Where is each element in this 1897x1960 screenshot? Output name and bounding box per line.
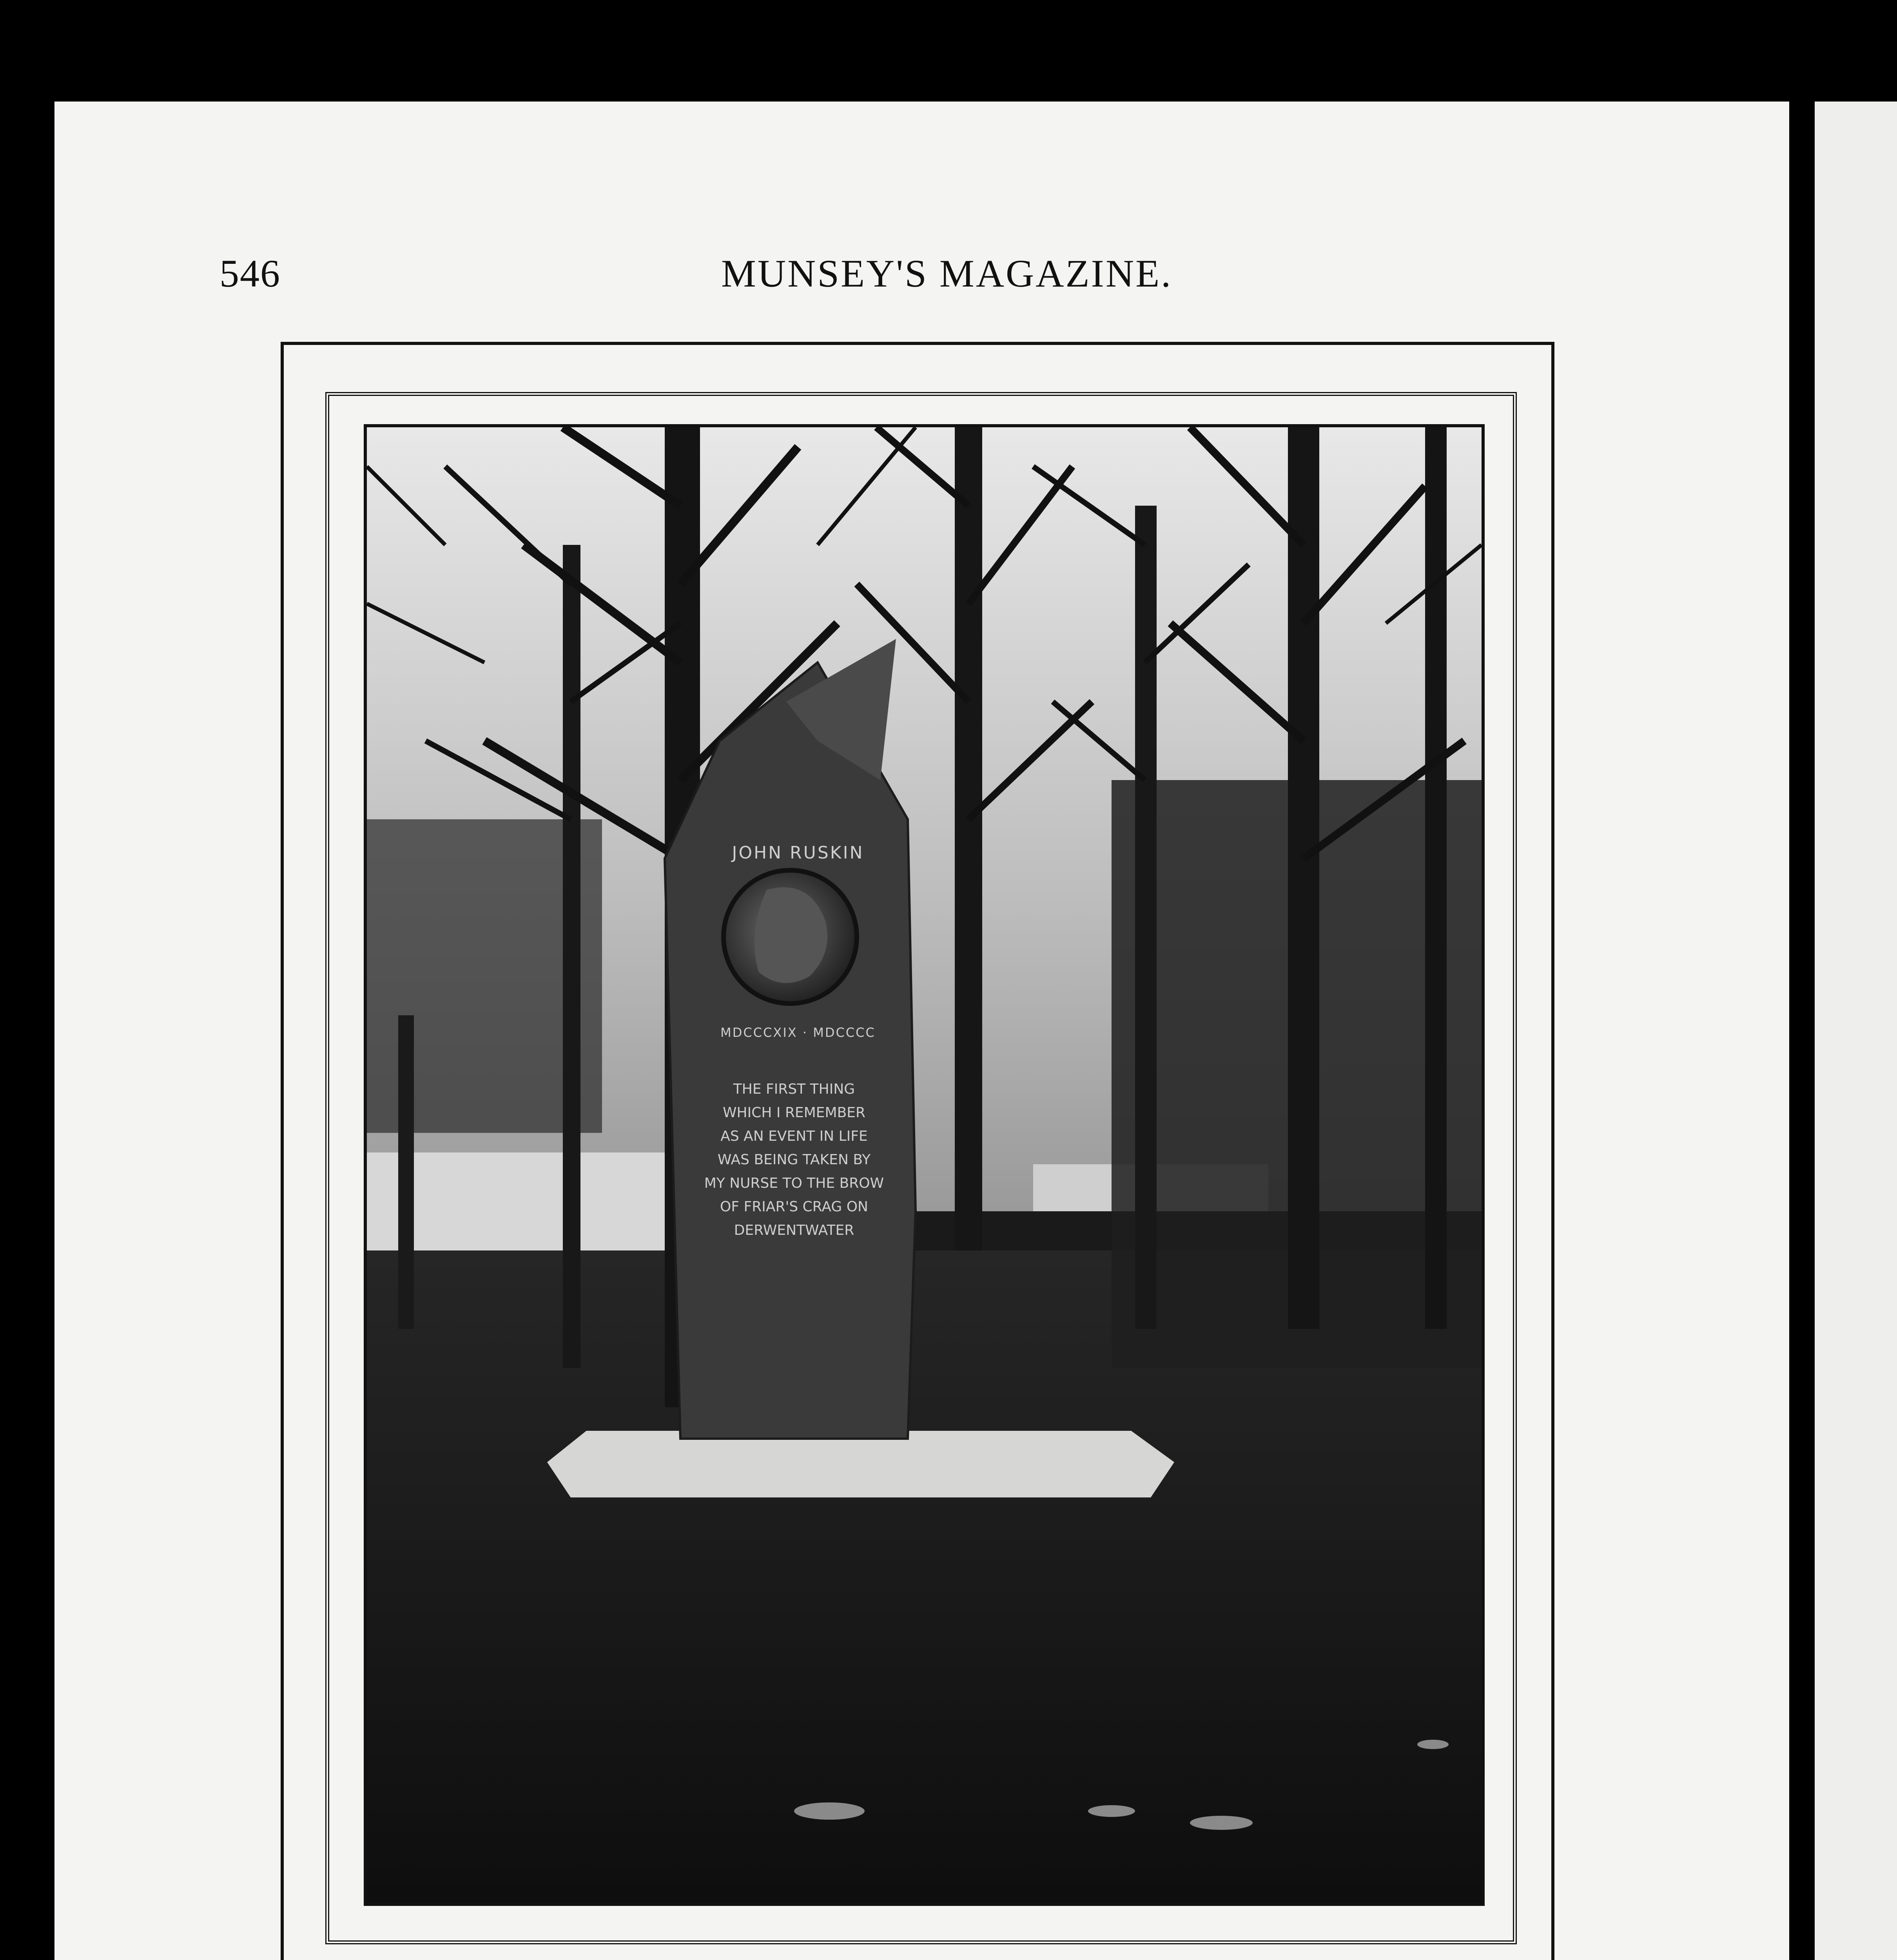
inscription-line: MY NURSE TO THE BROW	[704, 1175, 884, 1191]
inscription-line: AS AN EVENT IN LIFE	[720, 1128, 868, 1144]
memorial-stone	[665, 662, 916, 1439]
memorial-base	[547, 1431, 1174, 1497]
memorial-photo-illustration	[367, 427, 1482, 1903]
page-number: 546	[219, 252, 281, 295]
inscription-line: DERWENTWATER	[734, 1222, 854, 1238]
inscription-line: WAS BEING TAKEN BY	[717, 1152, 871, 1168]
ruskin-memorial-photo	[364, 424, 1485, 1906]
inscription-line: THE FIRST THING	[733, 1081, 855, 1097]
inscription-line: OF FRIAR'S CRAG ON	[720, 1199, 868, 1215]
running-head	[219, 251, 1650, 306]
inscription-name: JOHN RUSKIN	[732, 843, 864, 863]
magazine-title: MUNSEY'S MAGAZINE.	[721, 252, 1173, 295]
facing-page-edge	[1815, 102, 1897, 1960]
inscription-dates: MDCCCXIX · MDCCCC	[720, 1025, 876, 1040]
inscription-line: WHICH I REMEMBER	[722, 1105, 866, 1121]
